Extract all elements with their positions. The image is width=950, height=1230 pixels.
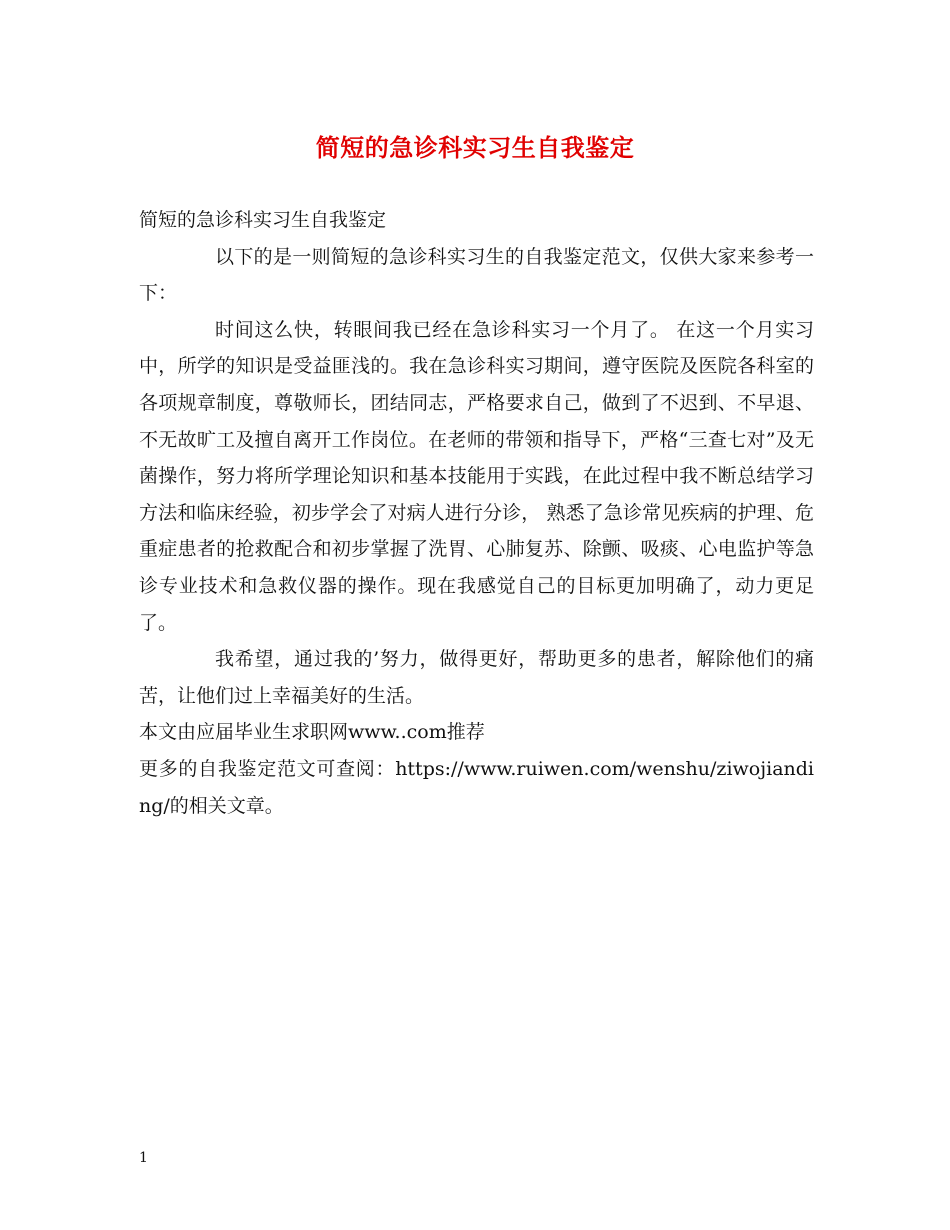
more-articles-line: 更多的自我鉴定范文可查阅：https://www.ruiwen.com/wenshu/ziwojianding/的相关文章。 [139, 757, 814, 817]
source-line: 本文由应届毕业生求职网www..com推荐 [139, 721, 485, 744]
page-number: 1 [139, 1150, 148, 1166]
closing-paragraph: 我希望，通过我的’努力，做得更好，帮助更多的患者，解除他们的痛苦，让他们过上幸福美好的生活。 [139, 648, 814, 707]
main-paragraph: 时间这么快，转眼间我已经在急诊科实习一个月了。 在这一个月实习中，所学的知识是受益匪浅的。我在急诊科实习期间，遵守医院及医院各科室的各项规章制度，尊敬师长，团结同志，严格要求自己，做到了不迟到、不早退、不无故旷工及擅自离开工作岗位。在老师的带领和指导下，严格“三查七对”及无菌操作，努力将所学理论知识和基本技能用于实践，在此过程中我不断总结学习方法和临床经验，初步学会了对病人进行分诊， 熟悉了急诊常见疾病的护理、危重症患者的抢救配合和初步掌握了洗胃、心肺复苏、除颤、吸痰、心电监护等急诊专业技术和急救仪器的操作。现在我感觉自己的目标更加明确了，动力更足了。 [139, 318, 814, 634]
intro-paragraph: 以下的是一则简短的急诊科实习生的自我鉴定范文，仅供大家来参考一下： [139, 245, 814, 305]
document-body [139, 202, 814, 824]
document-subtitle: 简短的急诊科实习生自我鉴定 [139, 209, 387, 231]
document-title: 简短的急诊科实习生自我鉴定 [315, 133, 635, 162]
